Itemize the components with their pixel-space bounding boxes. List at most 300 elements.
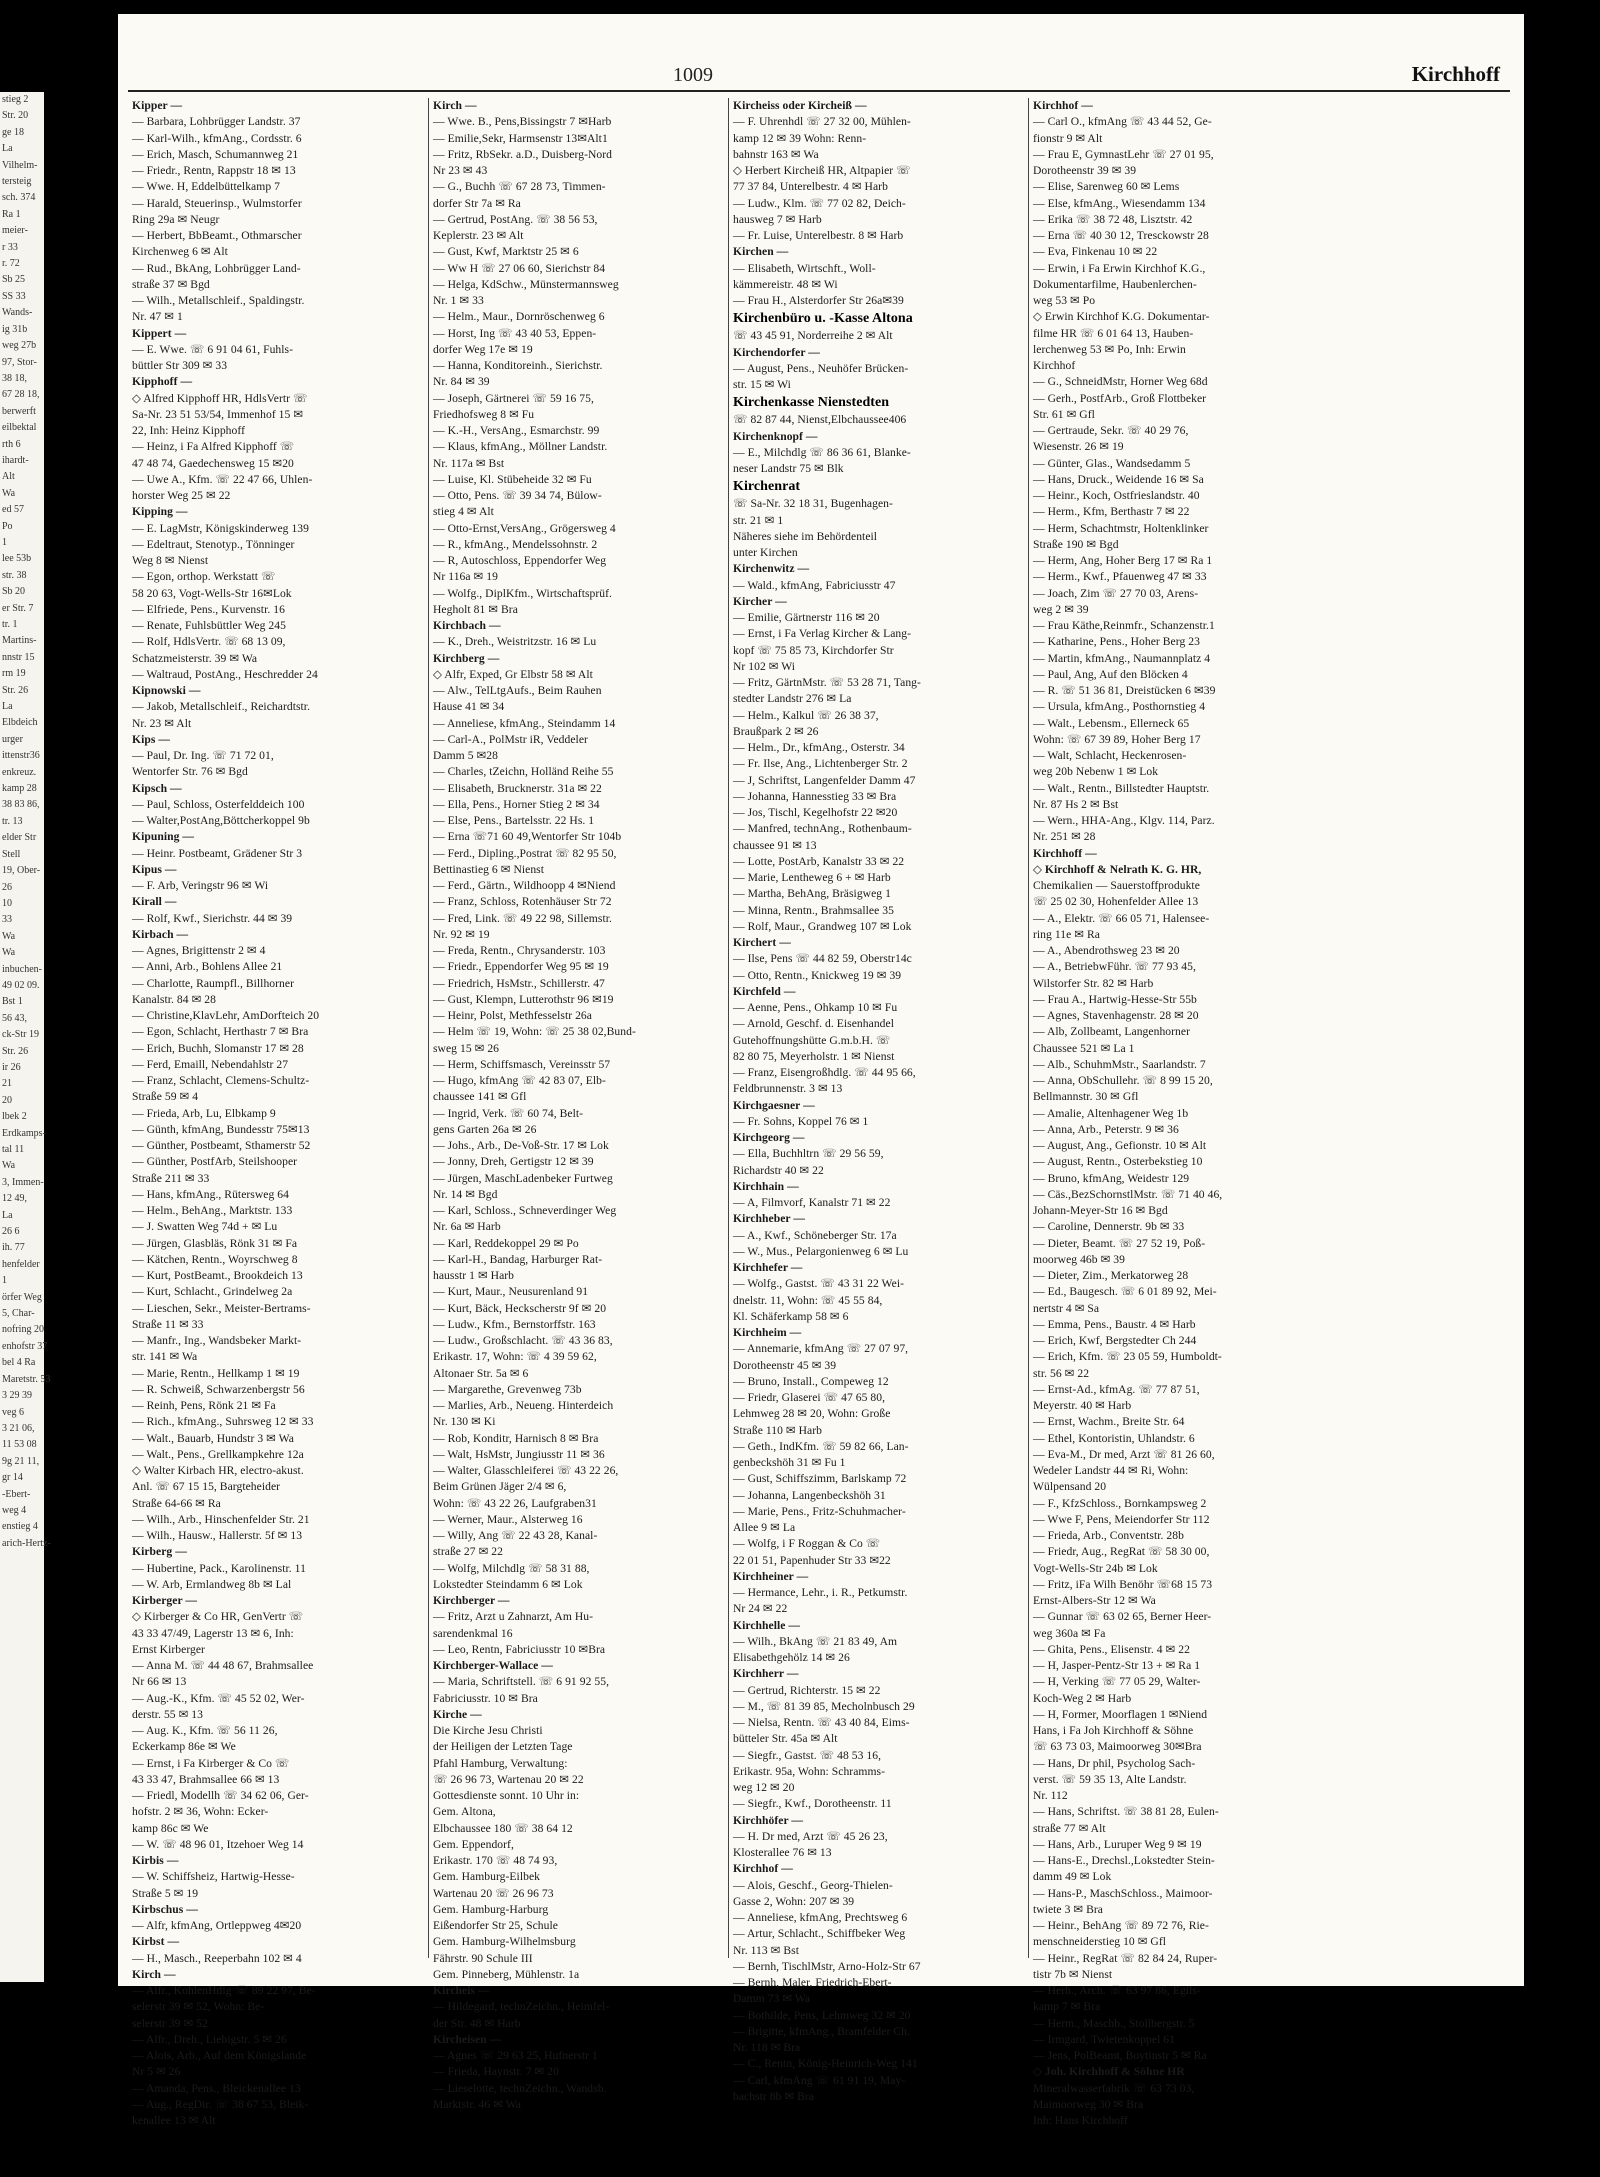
directory-entry-line: Richardstr 40 ✉ 22: [733, 1163, 824, 1177]
directory-entry-line: Str. 61 ✉ Gfl: [1033, 407, 1095, 421]
surname-heading: Kirchheiner —: [733, 1569, 809, 1583]
directory-entry-line: — Arnold, Geschf. d. Eisenhandel: [733, 1017, 894, 1031]
directory-entry-line: — G., SchneidMstr, Horner Weg 68d: [1033, 375, 1208, 389]
directory-entry-line: — August, Pens., Neuhöfer Brücken-: [733, 361, 909, 375]
directory-entry-line: — Hildegard, technZeichn., Heimfel-: [433, 2000, 610, 2014]
directory-entry-line: — Hans-P., MaschSchloss., Maimoor-: [1033, 1886, 1213, 1900]
directory-entry-line: selerstr 39 ✉ 52, Wohn: Be-: [132, 2000, 265, 2014]
directory-entry-line: Wiesenstr. 26 ✉ 19: [1033, 440, 1124, 454]
directory-entry-line: — Alfr., KohlenHdlg ☏ 89 22 97, Be-: [132, 1984, 316, 1997]
directory-entry-line: Bellmannstr. 30 ✉ Gfl: [1033, 1090, 1139, 1104]
directory-entry-line: — Hermance, Lehr., i. R., Petkumstr.: [733, 1586, 908, 1599]
margin-fragment: 3 29 39: [2, 1390, 32, 1402]
directory-entry-line: — R., kfmAng., Mendelssohnstr. 2: [433, 537, 598, 551]
margin-fragment: meier-: [2, 225, 28, 237]
margin-fragment: weg 4: [2, 1504, 27, 1516]
margin-fragment: henfelder: [2, 1258, 40, 1270]
margin-fragment: elder Str: [2, 832, 37, 844]
directory-entry-line: Gem. Hamburg-Wilhelmsburg: [433, 1935, 576, 1949]
directory-entry-line: Nr. 251 ✉ 28: [1033, 830, 1096, 844]
surname-heading: Kippert —: [132, 326, 187, 340]
directory-entry-line: — Bernh, Maler, Friedrich-Ebert-: [733, 1976, 892, 1989]
directory-entry-line: — Elisabeth, Brucknerstr. 31a ✉ 22: [433, 781, 602, 795]
directory-entry-line: — Herm, Ang, Hoher Berg 17 ✉ Ra 1: [1033, 554, 1213, 567]
margin-fragment: Martins-: [2, 635, 37, 647]
directory-entry-line: — Hans-E., Drechsl.,Lokstedter Stein-: [1033, 1854, 1215, 1867]
directory-entry-line: Nr 23 ✉ 43: [433, 164, 488, 177]
directory-entry-line: Wohn: ☏ 67 39 89, Hoher Berg 17: [1033, 732, 1201, 746]
margin-fragment: -Ebert-: [2, 1488, 31, 1500]
margin-fragment: 26 6: [2, 1226, 20, 1238]
header-rule: [128, 90, 1510, 92]
directory-entry-line: — Wolfg, i F Roggan & Co ☏: [733, 1537, 881, 1551]
directory-entry-line: — Otto, Pens. ☏ 39 34 74, Bülow-: [433, 489, 602, 502]
surname-heading: Kirchberger-Wallace —: [433, 1659, 553, 1672]
directory-entry-line: — Charlotte, Raumpfl., Billhorner: [132, 976, 295, 990]
directory-entry-line: — Irmgard, Twietenkoppel 61: [1033, 2032, 1175, 2046]
directory-entry-line: Nr. 112: [1033, 1789, 1068, 1802]
surname-heading: Kipphoff —: [132, 375, 193, 389]
directory-entry-line: — Margarethe, Grevenweg 73b: [433, 1382, 582, 1396]
directory-entry-line: — Agnes, Brigittenstr 2 ✉ 4: [132, 944, 266, 957]
margin-fragment: eilbektal: [2, 422, 37, 434]
directory-entry-line: — Emma, Pens., Baustr. 4 ✉ Harb: [1033, 1317, 1196, 1331]
directory-entry-line: — Marlies, Arb., Neueng. Hinterdeich: [433, 1399, 614, 1412]
directory-entry-line: — Helm., Dr., kfmAng., Osterstr. 34: [733, 741, 905, 754]
directory-entry-line: — Walt, Schlacht, Heckenrosen-: [1033, 749, 1187, 762]
directory-entry-line: — Heinr. Postbeamt, Grädener Str 3: [132, 846, 303, 860]
margin-fragment: Alt: [2, 471, 15, 483]
directory-entry-line: — Helga, KdSchw., Münstermannsweg: [433, 277, 619, 291]
directory-entry-line: Gem. Hamburg-Harburg: [433, 1902, 549, 1916]
directory-entry-line: Nr. 14 ✉ Bgd: [433, 1187, 498, 1201]
surname-heading: Kirchherr —: [733, 1667, 799, 1681]
directory-entry-line: Dorotheenstr 45 ✉ 39: [733, 1358, 837, 1372]
directory-entry-line: ☏ 25 02 30, Hohenfelder Allee 13: [1033, 895, 1199, 909]
surname-heading: Kirchhefer —: [733, 1261, 803, 1274]
directory-entry-line: — Helm ☏ 19, Wohn: ☏ 25 38 02,Bund-: [433, 1025, 636, 1039]
directory-entry-line: — E., Milchdlg ☏ 86 36 61, Blanke-: [733, 445, 911, 459]
directory-entry-line: — Friedr, Aug., RegRat ☏ 58 30 00,: [1033, 1545, 1210, 1559]
directory-entry-line: ◇ Kirchhoff & Nelrath K. G. HR,: [1033, 862, 1202, 876]
directory-entry-line: — Gust, Klempn, Lutterothstr 96 ✉19: [433, 992, 614, 1006]
directory-entry-line: — Marie, Pens., Fritz-Schuhmacher-: [733, 1504, 906, 1518]
directory-entry-line: — Cäs.,BezSchornstlMstr. ☏ 71 40 46,: [1033, 1187, 1223, 1201]
directory-entry-line: Kanalstr. 84 ✉ 28: [132, 992, 216, 1006]
directory-entry-line: Eißendorfer Str 25, Schule: [433, 1919, 558, 1932]
directory-entry-line: Klosterallee 76 ✉ 13: [733, 1846, 832, 1859]
directory-entry-line: — H. Dr med, Arzt ☏ 45 26 23,: [733, 1829, 888, 1843]
margin-fragment: er Str. 7: [2, 602, 34, 614]
directory-entry-line: — Franz, Eisengroßhdlg. ☏ 44 95 66,: [733, 1066, 916, 1079]
directory-entry-line: — Frieda, Arb., Conventstr. 28b: [1033, 1529, 1184, 1542]
directory-entry-line: Nr. 1 ✉ 33: [433, 294, 484, 307]
directory-entry-line: Gutehoffnungshütte G.m.b.H. ☏: [733, 1033, 891, 1047]
directory-entry-line: — Heinr., RegRat ☏ 82 84 24, Ruper-: [1033, 1951, 1218, 1965]
margin-fragment: urger: [2, 733, 23, 745]
directory-entry-line: Nr. 84 ✉ 39: [433, 375, 490, 389]
directory-entry-line: — Alb., SchuhmMstr., Saarlandstr. 7: [1033, 1057, 1206, 1071]
surname-heading: Kirchert —: [733, 936, 791, 949]
directory-entry-line: — Jos, Tischl, Kegelhofstr 22 ✉20: [733, 806, 898, 819]
directory-entry-line: Nr 102 ✉ Wi: [733, 659, 796, 673]
directory-entry-line: Straße 211 ✉ 33: [132, 1171, 210, 1185]
margin-fragment: weg 27b: [2, 340, 37, 352]
directory-entry-line: — Amanda, Pens., Bleickenallee 13: [132, 2081, 301, 2095]
directory-entry-line: — Erwin, i Fa Erwin Kirchhof K.G.,: [1033, 261, 1206, 275]
directory-entry-line: ◇ Erwin Kirchhof K.G. Dokumentar-: [1033, 310, 1210, 324]
margin-fragment: lbek 2: [2, 1111, 27, 1123]
margin-fragment: Maretstr. 53: [2, 1373, 51, 1385]
directory-entry-line: genbeckshöh 31 ✉ Fu 1: [733, 1456, 846, 1469]
directory-entry-line: — Else, kfmAng., Wiesendamm 134: [1033, 196, 1206, 210]
directory-entry-line: lerchenweg 53 ✉ Po, Inh: Erwin: [1033, 342, 1186, 356]
directory-entry-line: — Alfr, kfmAng, Ortleppweg 4✉20: [132, 1919, 302, 1932]
margin-fragment: rm 19: [2, 668, 26, 680]
directory-entry-line: — Jonny, Dreh, Gertigstr 12 ✉ 39: [433, 1155, 594, 1169]
directory-entry-line: — Dieter, Beamt. ☏ 27 52 19, Poß-: [1033, 1236, 1206, 1250]
directory-entry-line: 43 33 47/49, Lagerstr 13 ✉ 6, Inh:: [132, 1626, 294, 1640]
directory-entry-line: — Emilie,Sekr, Harmsenstr 13✉Alt1: [433, 131, 608, 145]
directory-entry-line: — Erna ☏ 40 30 12, Tresckowstr 28: [1033, 229, 1209, 242]
directory-entry-line: Elbchaussee 180 ☏ 38 64 12: [433, 1821, 573, 1835]
directory-entry-line: Erikastr. 17, Wohn: ☏ 4 39 59 62,: [433, 1350, 597, 1364]
surname-heading: Kirberger —: [132, 1594, 198, 1607]
directory-entry-line: filme HR ☏ 6 01 64 13, Hauben-: [1033, 326, 1194, 340]
directory-entry-line: — Ursula, kfmAng., Posthornstieg 4: [1033, 700, 1206, 714]
directory-entry-line: — Gunnar ☏ 63 02 65, Berner Heer-: [1033, 1610, 1212, 1624]
directory-entry-line: — Elise, Sarenweg 60 ✉ Lems: [1033, 180, 1180, 194]
margin-fragment: nnstr 15: [2, 651, 35, 663]
margin-fragment: Elbdeich: [2, 717, 38, 729]
directory-entry-line: — Erna ☏71 60 49,Wentorfer Str 104b: [433, 830, 622, 844]
directory-entry-line: — Lieselotte, technZeichn., Wandsb.: [433, 2081, 607, 2095]
margin-fragment: ihardt-: [2, 454, 29, 466]
directory-entry-line: — Uwe A., Kfm. ☏ 22 47 66, Uhlen-: [132, 472, 313, 486]
directory-entry-line: — Herm., Kwf., Pfauenweg 47 ✉ 33: [1033, 570, 1207, 584]
directory-entry-line: str. 21 ✉ 1: [733, 513, 784, 527]
directory-entry-line: — Lieschen, Sekr., Meister-Bertrams-: [132, 1301, 311, 1315]
directory-entry-line: Ring 29a ✉ Neugr: [132, 212, 220, 226]
directory-entry-line: damm 49 ✉ Lok: [1033, 1870, 1112, 1884]
directory-entry-line: Braußpark 2 ✉ 26: [733, 724, 819, 738]
directory-entry-line: — Edeltraut, Stenotyp., Tönninger: [132, 537, 295, 551]
margin-fragment: 67 28 18,: [2, 389, 40, 401]
margin-fragment: berwerft: [2, 405, 36, 417]
directory-entry-line: — Rolf, HdlsVertr. ☏ 68 13 09,: [132, 635, 286, 649]
directory-entry-line: — Erika ☏ 38 72 48, Lisztstr. 42: [1033, 212, 1193, 226]
margin-fragment: Ra 1: [2, 208, 21, 220]
directory-entry-line: — Rolf, Kwf., Sierichstr. 44 ✉ 39: [132, 911, 293, 925]
margin-fragment: inbuchen-: [2, 963, 42, 975]
directory-entry-line: Hegholt 81 ✉ Bra: [433, 602, 518, 616]
directory-entry-line: — Luise, Kl. Stübeheide 32 ✉ Fu: [433, 472, 592, 486]
directory-entry-line: Straße 64-66 ✉ Ra: [132, 1496, 221, 1510]
directory-entry-line: — Walter,PostAng,Böttcherkoppel 9b: [132, 814, 310, 827]
surname-heading: Kirchenknopf —: [733, 429, 818, 443]
directory-entry-line: — Frieda, Haynstr. 7 ✉ 20: [433, 2065, 559, 2079]
margin-fragment: Po: [2, 520, 13, 532]
directory-entry-line: Eckerkamp 86e ✉ We: [132, 1740, 236, 1754]
margin-fragment: 97, Stor-: [2, 356, 37, 368]
directory-entry-line: weg 360a ✉ Fa: [1033, 1626, 1106, 1640]
directory-entry-line: — Else, Pens., Bartelsstr. 22 Hs. 1: [433, 814, 595, 827]
directory-entry-line: — Friedr., Eppendorfer Weg 95 ✉ 19: [433, 960, 609, 974]
surname-heading: Kirchhelle —: [733, 1618, 801, 1632]
directory-entry-line: — Walt, HsMstr, Jungiusstr 11 ✉ 36: [433, 1447, 605, 1461]
directory-entry-line: — Frau Käthe,Reinmfr., Schanzenstr.1: [1033, 619, 1215, 632]
directory-entry-line: — Walter, Glasschleiferei ☏ 43 22 26,: [433, 1464, 619, 1477]
directory-entry-line: — Agnes, Stavenhagenstr. 28 ✉ 20: [1033, 1009, 1199, 1022]
directory-entry-line: — Rud., BkAng, Lohbrügger Land-: [132, 261, 301, 275]
directory-entry-line: Lokstedter Steindamm 6 ✉ Lok: [433, 1577, 583, 1591]
directory-entry-line: — Karl-H., Bandag, Harburger Rat-: [433, 1252, 603, 1266]
directory-entry-line: — Jakob, Metallschleif., Reichardtstr.: [132, 700, 311, 714]
directory-entry-line: — Alois, Arb., Auf dem Königslande: [132, 2049, 307, 2062]
surname-heading: Kirchberger —: [433, 1594, 510, 1607]
margin-fragment: arich-Hertz-: [2, 1537, 51, 1549]
directory-entry-line: — Kurt, PostBeamt., Brookdeich 13: [132, 1269, 303, 1282]
directory-entry-line: — Marie, Lentheweg 6 + ✉ Harb: [733, 871, 891, 884]
directory-entry-line: — Hans, Arb., Luruper Weg 9 ✉ 19: [1033, 1837, 1202, 1851]
directory-entry-line: — Erich, Kfm. ☏ 23 05 59, Humboldt-: [1033, 1350, 1222, 1364]
directory-entry-line: 22, Inh: Heinz Kipphoff: [132, 424, 245, 437]
directory-entry-line: Fährstr. 90 Schule III: [433, 1951, 533, 1965]
directory-entry-line: — Ww H ☏ 27 06 60, Sierichstr 84: [433, 261, 606, 275]
directory-entry-line: — Heinz, i Fa Alfred Kipphoff ☏: [132, 440, 295, 454]
directory-entry-line: — Wilh., BkAng ☏ 21 83 49, Am: [733, 1634, 898, 1648]
directory-entry-line: — Jens, PolBeamt, Boytinstr 5 ✉ Ra: [1033, 2049, 1207, 2062]
margin-fragment: tersteig: [2, 176, 32, 188]
directory-entry-line: — Emilie, Gärtnerstr 116 ✉ 20: [733, 611, 880, 624]
surname-heading: Kipping —: [132, 505, 188, 519]
directory-entry-line: ◇ Herbert Kircheiß HR, Altpapier ☏: [733, 164, 911, 177]
directory-entry-line: — Erich, Buchh, Slomanstr 17 ✉ 28: [132, 1041, 304, 1055]
surname-heading: Kircheis —: [433, 1984, 490, 1997]
directory-entry-line: Erikastr. 170 ☏ 48 74 93,: [433, 1854, 558, 1867]
column-4: [1028, 98, 1511, 2127]
directory-entry-line: — Herm, Schachtmstr, Holtenklinker: [1033, 521, 1209, 535]
directory-entry-line: — Bothilde, Pens, Lehmweg 32 ✉ 20: [733, 2008, 911, 2022]
margin-fragment: 20: [2, 1094, 12, 1106]
directory-entry-line: Wartenau 20 ☏ 26 96 73: [433, 1886, 554, 1900]
directory-entry-line: — Gertrud, PostAng. ☏ 38 56 53,: [433, 212, 598, 226]
margin-fragment: Vilhelm-: [2, 159, 38, 171]
directory-entry-line: Hause 41 ✉ 34: [433, 700, 505, 714]
directory-entry-line: Die Kirche Jesu Christi: [433, 1724, 543, 1737]
directory-entry-line: Nr. 92 ✉ 19: [433, 927, 490, 941]
directory-entry-line: straße 27 ✉ 22: [433, 1545, 503, 1559]
directory-entry-line: Nr 24 ✉ 22: [733, 1602, 788, 1616]
directory-entry-line: — Günter, Glas., Wandsedamm 5: [1033, 456, 1191, 470]
directory-entry-line: Gem. Hamburg-Eilbek: [433, 1870, 540, 1884]
directory-entry-line: Nr 116a ✉ 19: [433, 570, 498, 584]
directory-entry-line: — Karl-Wilh., kfmAng., Cordsstr. 6: [132, 131, 302, 145]
directory-entry-line: — Minna, Rentn., Brahmsallee 35: [733, 903, 894, 917]
directory-entry-line: — M., ☏ 81 39 85, Mecholnbusch 29: [733, 1699, 915, 1713]
directory-entry-line: Elisabethgehölz 14 ✉ 26: [733, 1651, 850, 1664]
directory-entry-line: — Karl, Schloss., Schneverdinger Weg: [433, 1204, 617, 1217]
margin-fragment: kamp 28: [2, 783, 37, 795]
directory-entry-line: — Friedr., Rentn, Rappstr 18 ✉ 13: [132, 164, 296, 177]
directory-entry-line: — Ernst, i Fa Verlag Kircher & Lang-: [733, 627, 912, 641]
directory-entry-line: — Bruno, Install., Compeweg 12: [733, 1374, 889, 1388]
directory-entry-line: — Renate, Fuhlsbüttler Weg 245: [132, 619, 286, 632]
directory-entry-line: unter Kirchen: [733, 546, 798, 559]
directory-entry-line: weg 20b Nebenw 1 ✉ Lok: [1033, 765, 1159, 779]
directory-entry-line: — Franz, Schloss, Rotenhäuser Str 72: [433, 895, 612, 909]
directory-entry-line: — Eva-M., Dr med, Arzt ☏ 81 26 60,: [1033, 1447, 1215, 1461]
margin-fragment: Str. 26: [2, 684, 29, 696]
directory-entry-line: — Wilh., Metallschleif., Spaldingstr.: [132, 294, 305, 307]
directory-entry-line: ☏ Sa-Nr. 32 18 31, Bugenhagen-: [733, 497, 893, 511]
directory-entry-line: — August, Ang., Gefionstr. 10 ✉ Alt: [1033, 1139, 1207, 1152]
surname-heading: Kirbach —: [132, 927, 189, 941]
directory-entry-line: — Bruno, kfmAng, Weidestr 129: [1033, 1171, 1190, 1185]
column-3: [728, 98, 1027, 2103]
directory-entry-line: kamp 86c ✉ We: [132, 1821, 209, 1835]
directory-entry-line: 77 37 84, Unterelbestr. 4 ✉ Harb: [733, 180, 888, 194]
directory-entry-line: — Wald., kfmAng, Fabriciusstr 47: [733, 578, 896, 592]
directory-entry-line: dorfer Str 7a ✉ Ra: [433, 196, 521, 210]
directory-entry-line: derstr. 55 ✉ 13: [132, 1707, 204, 1721]
directory-entry-line: — Herm., Kfm, Berthastr 7 ✉ 22: [1033, 505, 1190, 519]
margin-fragment: 10: [2, 897, 12, 909]
directory-entry-line: Mineralwasserfabrik ☏ 63 73 03,: [1033, 2081, 1195, 2095]
directory-entry-line: — Otto, Rentn., Knickweg 19 ✉ 39: [733, 968, 902, 982]
directory-entry-line: — Ilse, Pens ☏ 44 82 59, Oberstr14c: [733, 952, 912, 966]
margin-fragment: tal 11: [2, 1144, 25, 1155]
directory-entry-line: Wedeler Landstr 44 ✉ Ri, Wohn:: [1033, 1464, 1189, 1477]
surname-heading: Kirch —: [132, 1967, 176, 1981]
directory-entry-line: — Paul, Schloss, Osterfelddeich 100: [132, 797, 305, 811]
directory-entry-line: Feldbrunnenstr. 3 ✉ 13: [733, 1082, 843, 1096]
margin-fragment: str. 38: [2, 569, 27, 581]
directory-entry-line: — W. ☏ 48 96 01, Itzehoer Weg 14: [132, 1837, 304, 1851]
directory-entry-line: Nr. 6a ✉ Harb: [433, 1220, 501, 1234]
margin-fragment: Wands-: [2, 307, 33, 319]
directory-entry-line: Dorotheenstr 39 ✉ 39: [1033, 164, 1137, 177]
directory-entry-line: Marktstr. 46 ✉ Wa: [433, 2097, 521, 2111]
previous-page-strip: [0, 92, 51, 1982]
directory-entry-line: — Gerh., PostfArb., Groß Flottbeker: [1033, 391, 1207, 405]
surname-heading: Kirchbach —: [433, 619, 501, 632]
directory-entry-line: Kirchhof: [1033, 359, 1076, 372]
directory-entry-line: — Anna, ObSchullehr. ☏ 8 99 15 20,: [1033, 1074, 1213, 1087]
directory-entry-line: Gem. Pinneberg, Mühlenstr. 1a: [433, 1967, 580, 1981]
margin-fragment: 9g 21 11,: [2, 1455, 40, 1467]
directory-entry-line: — F. Uhrenhdl ☏ 27 32 00, Mühlen-: [733, 115, 911, 129]
directory-entry-line: — Wilh., Arb., Hinschenfelder Str. 21: [132, 1512, 310, 1526]
directory-entry-line: — Leo, Rentn, Fabriciusstr 10 ✉Bra: [433, 1642, 606, 1656]
directory-entry-line: — Freda, Rentn., Chrysanderstr. 103: [433, 944, 606, 957]
directory-entry-line: — Kurt, Schlacht., Grindelweg 2a: [132, 1285, 293, 1299]
directory-entry-line: Straße 11 ✉ 33: [132, 1317, 204, 1331]
directory-entry-line: Straße 5 ✉ 19: [132, 1886, 199, 1900]
directory-entry-line: Inh: Hans Kirchhoff: [1033, 2114, 1128, 2127]
surname-heading: Kirbis —: [132, 1854, 179, 1867]
directory-entry-line: — Paul, Ang, Auf den Blöcken 4: [1033, 667, 1188, 681]
directory-entry-line: — F., KfzSchloss., Bornkampsweg 2: [1033, 1496, 1207, 1510]
running-head: Kirchhoff: [1411, 62, 1500, 86]
directory-entry-line: — Alb, Zollbeamt, Langenhorner: [1033, 1025, 1191, 1039]
margin-fragment: La: [2, 143, 13, 155]
directory-entry-line: — Alois, Geschf., Georg-Thielen-: [733, 1878, 893, 1892]
directory-entry-line: weg 2 ✉ 39: [1033, 602, 1089, 616]
directory-entry-line: — R, Autoschloss, Eppendorfer Weg: [433, 554, 607, 567]
directory-entry-line: str. 56 ✉ 22: [1033, 1366, 1090, 1380]
directory-entry-line: Gottesdienste sonnt. 10 Uhr in:: [433, 1789, 580, 1802]
directory-entry-line: der Heiligen der Letzten Tage: [433, 1740, 573, 1754]
directory-entry-line: moorweg 46b ✉ 39: [1033, 1252, 1125, 1266]
directory-entry-line: — J. Swatten Weg 74d + ✉ Lu: [132, 1220, 278, 1234]
directory-entry-line: — Elisabeth, Wirtschft., Woll-: [733, 261, 876, 275]
directory-entry-line: — Friedrich, HsMstr., Schillerstr. 47: [433, 976, 605, 990]
directory-entry-line: — Heinr., BehAng ☏ 89 72 76, Rie-: [1033, 1919, 1209, 1932]
directory-entry-line: — Gust, Schiffszimm, Barlskamp 72: [733, 1472, 907, 1486]
surname-heading: Kirchberg —: [433, 651, 500, 665]
margin-fragment: Wa: [2, 1160, 16, 1172]
directory-entry-line: — Dieter, Zim., Merkatorweg 28: [1033, 1269, 1189, 1282]
directory-entry-line: Gasse 2, Wohn: 207 ✉ 39: [733, 1894, 855, 1908]
directory-entry-line: — Hubertine, Pack., Karolinenstr. 11: [132, 1561, 306, 1575]
directory-entry-line: — Günther, Postbeamt, Sthamerstr 52: [132, 1139, 311, 1152]
directory-entry-line: — Waltraud, PostAng., Heschredder 24: [132, 667, 318, 681]
directory-entry-line: Straße 190 ✉ Bgd: [1033, 537, 1119, 551]
column-2: [428, 98, 727, 2111]
directory-entry-line: — Wolfg., Gastst. ☏ 43 31 22 Wei-: [733, 1277, 905, 1291]
directory-entry-line: — Erich, Kwf, Bergstedter Ch 244: [1033, 1334, 1197, 1347]
margin-fragment: 5, Char-: [2, 1308, 35, 1320]
directory-entry-line: — Ferd., Gärtn., Wildhoopp 4 ✉Niend: [433, 879, 616, 892]
directory-entry-line: — Herm, Schiffsmasch, Vereinsstr 57: [433, 1057, 611, 1071]
directory-entry-line: — J, Schriftst, Langenfelder Damm 47: [733, 773, 916, 787]
directory-entry-line: — K., Dreh., Weistritzstr. 16 ✉ Lu: [433, 635, 597, 649]
margin-fragment: ir 26: [2, 1061, 21, 1073]
margin-fragment: 1: [2, 1275, 7, 1287]
directory-entry-line: — Egon, orthop. Werkstatt ☏: [132, 570, 276, 584]
directory-entry-line: — Fr. Luise, Unterelbestr. 8 ✉ Harb: [733, 229, 904, 242]
directory-entry-line: — Agnes ☏ 29 63 25, Hufnerstr 1: [433, 2049, 598, 2062]
directory-entry-line: Straße 110 ✉ Harb: [733, 1423, 823, 1437]
directory-entry-line: — Ferd, Emaill, Nebendahlstr 27: [132, 1057, 289, 1071]
surname-heading: Kirbst —: [132, 1935, 180, 1949]
directory-entry-line: Pfahl Hamburg, Verwaltung:: [433, 1756, 568, 1770]
directory-entry-line: — Kätchen, Rentn., Woyrschweg 8: [132, 1252, 298, 1266]
directory-entry-line: sweg 15 ✉ 26: [433, 1041, 500, 1055]
margin-fragment: enhofstr 37: [2, 1340, 48, 1352]
directory-entry-line: Nr. 47 ✉ 1: [132, 310, 183, 324]
directory-page: [118, 14, 1524, 2127]
directory-entry-line: — Wern., HHA-Ang., Klgv. 114, Parz.: [1033, 814, 1215, 827]
margin-fragment: veg 6: [2, 1406, 24, 1418]
directory-entry-line: — Joach, Zim ☏ 27 70 03, Arens-: [1033, 586, 1199, 600]
directory-entry-line: — Rich., kfmAng., Suhrsweg 12 ✉ 33: [132, 1415, 314, 1429]
surname-heading: Kirch —: [433, 99, 477, 112]
directory-entry-line: — W. Arb, Ermlandweg 8b ✉ Lal: [132, 1577, 292, 1591]
directory-columns: [128, 98, 1510, 2127]
margin-fragment: Str. 20: [2, 110, 29, 122]
directory-entry-line: nertstr 4 ✉ Sa: [1033, 1301, 1100, 1315]
directory-entry-line: — E. Wwe. ☏ 6 91 04 61, Fuhls-: [132, 342, 294, 356]
directory-entry-line: kamp 7 ✉ Bra: [1033, 2000, 1101, 2014]
directory-entry-line: — Walt., Lebensm., Ellerneck 65: [1033, 716, 1190, 730]
directory-entry-line: Nr. 118 ✉ Bra: [733, 2041, 801, 2054]
directory-entry-line: — Elfriede, Pens., Kurvenstr. 16: [132, 602, 285, 616]
directory-entry-line: weg 12 ✉ 20: [733, 1781, 795, 1794]
directory-entry-line: — Ingrid, Verk. ☏ 60 74, Belt-: [433, 1106, 584, 1120]
directory-entry-line: — Wwe. B., Pens,Bissingstr 7 ✉Harb: [433, 115, 612, 129]
